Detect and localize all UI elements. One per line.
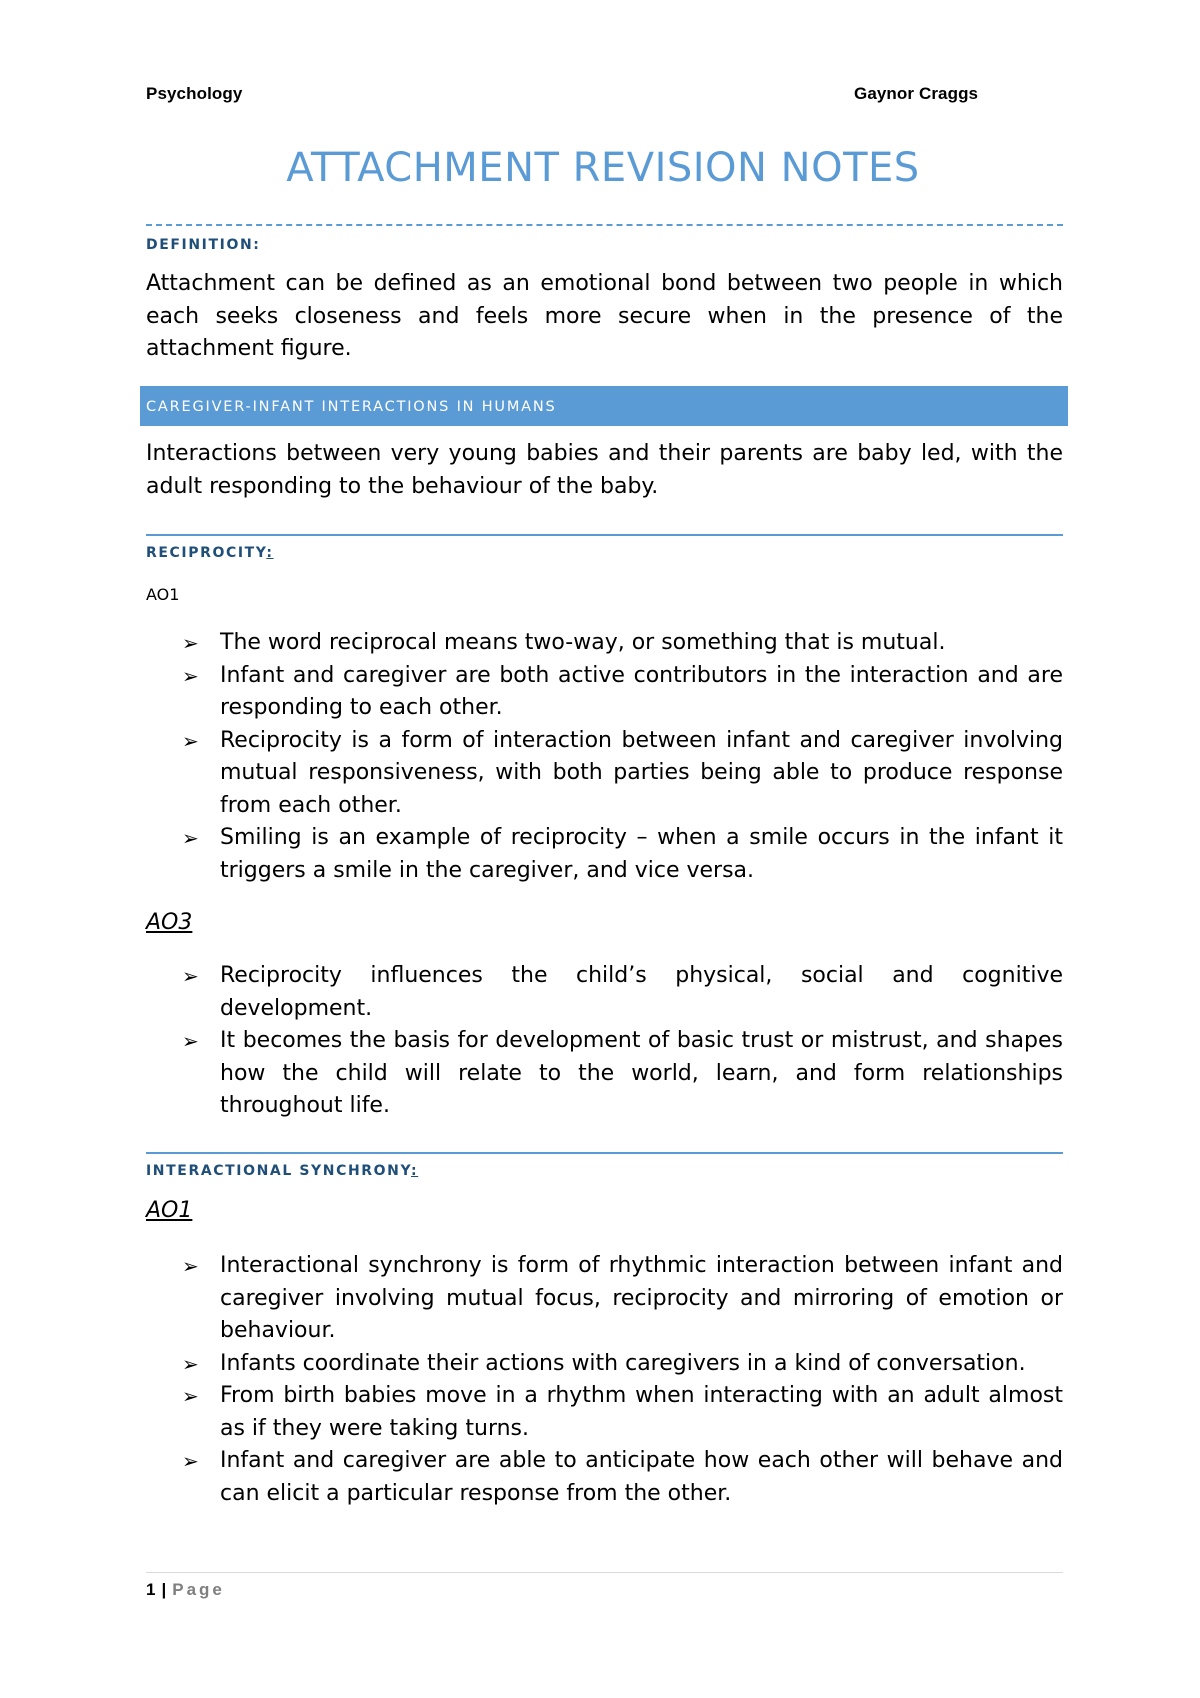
list-item [146, 1445, 1063, 1510]
list-item [146, 1380, 1063, 1445]
list-item [146, 822, 1063, 887]
reciprocity-ao1-label: AO1 [146, 585, 180, 604]
list-item-text: Reciprocity influences the child’s physical, social and cognitive development. [220, 963, 1063, 1021]
list-item [146, 1250, 1063, 1348]
header-subject: Psychology [146, 84, 243, 103]
list-item-text: From birth babies move in a rhythm when interacting with an adult almost as if they were taking turns. [220, 1383, 1063, 1441]
page-word: Page [172, 1580, 225, 1599]
title-divider [146, 224, 1063, 226]
list-item [146, 1348, 1063, 1381]
list-item [146, 627, 1063, 660]
synchrony-heading-text: INTERACTIONAL SYNCHRONY [146, 1163, 411, 1179]
arrow-bullet-icon: ➢ [182, 1384, 199, 1408]
list-item-text: Infants coordinate their actions with caregivers in a kind of conversation. [220, 1350, 1026, 1376]
arrow-bullet-icon: ➢ [182, 964, 199, 988]
arrow-bullet-icon: ➢ [182, 1254, 199, 1278]
header-author: Gaynor Craggs [854, 84, 979, 103]
reciprocity-divider [146, 534, 1063, 536]
arrow-bullet-icon: ➢ [182, 826, 199, 850]
list-item-text: Smiling is an example of reciprocity – when a smile occurs in the infant it triggers a smile in the caregiver, and vice versa. [220, 825, 1063, 883]
list-item-text: It becomes the basis for development of basic trust or mistrust, and shapes how the child will relate to the world, learn, and form relationships throughout life. [220, 1028, 1063, 1118]
reciprocity-heading-text: RECIPROCITY [146, 545, 267, 561]
list-item-text: The word reciprocal means two-way, or something that is mutual. [220, 630, 946, 655]
arrow-bullet-icon: ➢ [182, 631, 199, 655]
page-title: ATTACHMENT REVISION NOTES [286, 145, 920, 191]
synchrony-heading-colon: : [410, 1163, 419, 1179]
footer-divider [146, 1572, 1063, 1573]
synchrony-heading [146, 1163, 418, 1179]
definition-text: Attachment can be defined as an emotional bond between two people in which each seeks closeness and feels more secure when in the presence of the attachment figure. [146, 271, 1063, 361]
reciprocity-heading [146, 545, 274, 561]
arrow-bullet-icon: ➢ [182, 1351, 199, 1376]
synchrony-ao1-list [146, 1250, 1063, 1510]
reciprocity-ao1-list [146, 627, 1063, 887]
list-item [146, 960, 1063, 1025]
reciprocity-ao3-label: AO3 [146, 910, 193, 935]
interactions-text: Interactions between very young babies and their parents are baby led, with the adult responding to the behaviour of the baby. [146, 441, 1063, 499]
list-item-text: Reciprocity is a form of interaction between infant and caregiver involving mutual responsiveness, with both parties being able to produce response from each other. [220, 727, 1063, 818]
list-item [146, 725, 1063, 823]
page-footer [146, 1580, 225, 1600]
synchrony-ao1-label: AO1 [146, 1198, 193, 1223]
list-item-text: Infant and caregiver are both active contributors in the interaction and are responding to each other. [220, 662, 1063, 720]
footer-separator: | [161, 1580, 167, 1599]
reciprocity-heading-colon: : [266, 545, 274, 561]
arrow-bullet-icon: ➢ [182, 1029, 199, 1053]
section-band-title: CAREGIVER-INFANT INTERACTIONS IN HUMANS [146, 399, 557, 415]
list-item [146, 660, 1063, 725]
reciprocity-ao3-list [146, 960, 1063, 1123]
arrow-bullet-icon: ➢ [182, 663, 199, 688]
list-item-text: Interactional synchrony is form of rhythmic interaction between infant and caregiver involving mutual focus, reciprocity and mirroring of emotion or behaviour. [220, 1253, 1063, 1343]
list-item-text: Infant and caregiver are able to anticipate how each other will behave and can elicit a particular response from the other. [220, 1448, 1063, 1506]
arrow-bullet-icon: ➢ [182, 1449, 199, 1473]
synchrony-divider [146, 1152, 1063, 1154]
page-number: 1 [146, 1580, 156, 1599]
list-item [146, 1025, 1063, 1123]
arrow-bullet-icon: ➢ [182, 728, 199, 753]
definition-heading: DEFINITION: [146, 237, 261, 253]
